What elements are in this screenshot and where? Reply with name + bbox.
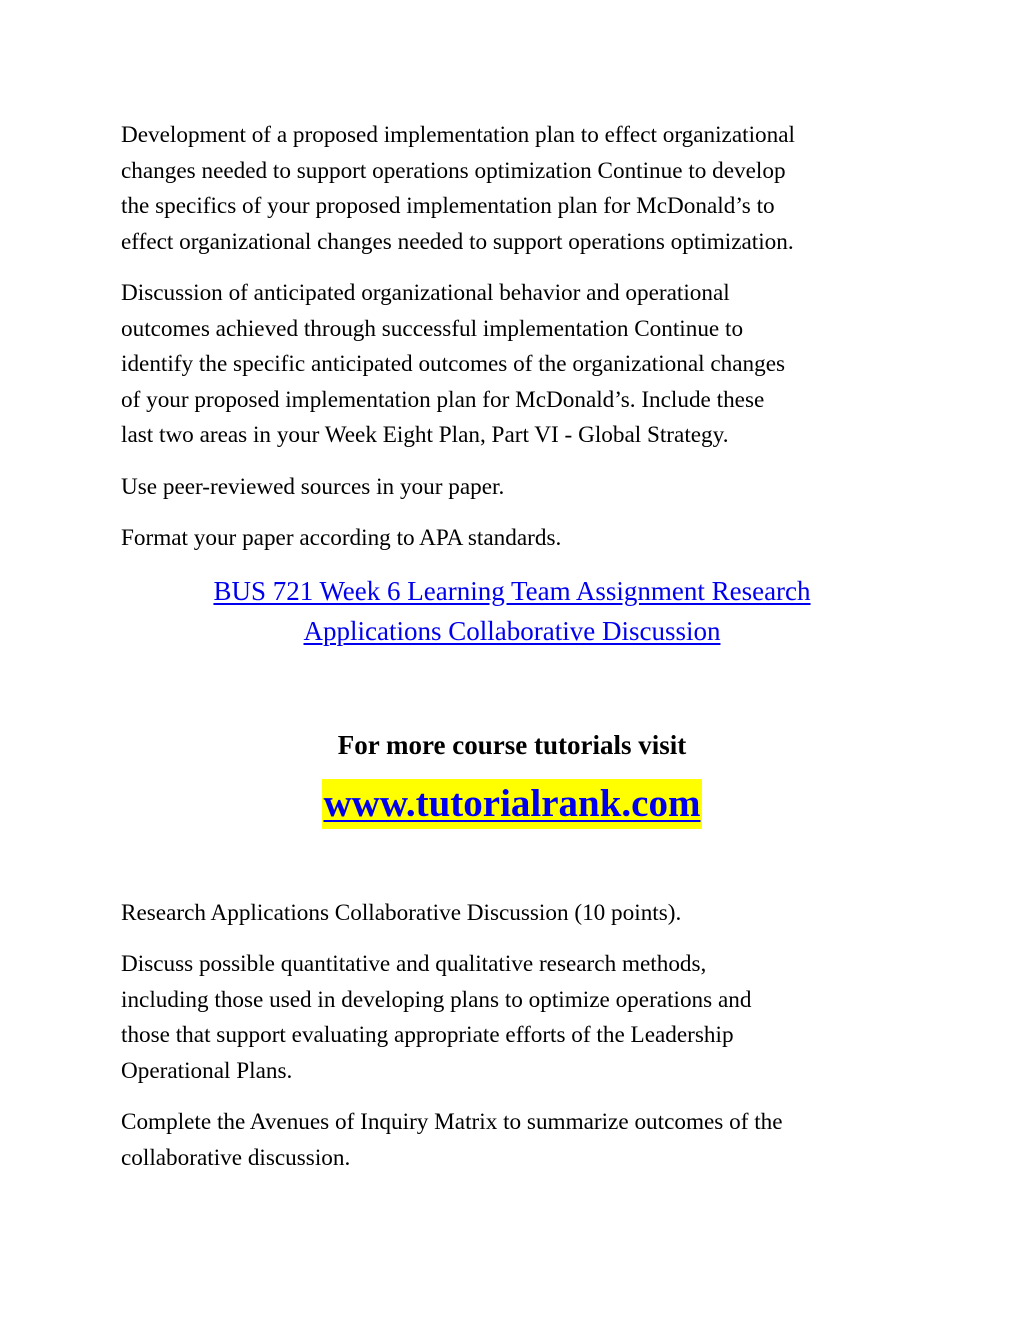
paragraph-line: outcomes achieved through successful implementation Continue to [121,315,744,342]
paragraph-line: effect organizational changes needed to support operations optimization. [121,228,794,255]
paragraph-line: Use peer-reviewed sources in your paper. [121,473,505,500]
paragraph-line: Operational Plans. [121,1057,293,1084]
paragraph-line: Discussion of anticipated organizational behavior and operational [121,280,730,306]
paragraph-research-methods [121,947,911,1089]
paragraph-implementation-plan [121,118,911,260]
research-section [121,896,911,1177]
paragraph-line: the specifics of your proposed implementation plan for McDonald’s to [121,193,775,219]
paragraph-line: Discuss possible quantitative and qualitative research methods, [121,951,707,977]
course-title-link[interactable] [107,571,917,651]
course-link-line: BUS 721 Week 6 Learning Team Assignment Research [213,575,811,606]
paragraph-research-title [121,896,911,932]
promo-url-highlight [322,779,703,829]
paragraph-peer-reviewed [121,470,911,506]
paragraph-line: Complete the Avenues of Inquiry Matrix to summarize outcomes of the [121,1109,783,1135]
promo-url-wrap [107,779,917,829]
course-link-line: Applications Collaborative Discussion [303,615,721,646]
paragraph-line: identify the specific anticipated outcomes of the organizational changes [121,351,786,377]
document-page [121,118,911,1192]
paragraph-line: Research Applications Collaborative Discussion (10 points). [121,899,682,926]
tutorial-site-link[interactable]: www.tutorialrank.com [323,781,701,825]
promo-heading: For more course tutorials visit [337,729,687,760]
paragraph-line: changes needed to support operations optimization Continue to develop [121,157,786,184]
paragraph-line: Development of a proposed implementation plan to effect organizational [121,122,795,148]
paragraph-apa-format [121,521,911,557]
paragraph-line: of your proposed implementation plan for McDonald’s. Include these [121,386,765,413]
paragraph-line: Format your paper according to APA standards. [121,525,562,551]
paragraph-line: those that support evaluating appropriate efforts of the Leadership [121,1022,734,1048]
course-link-block [107,571,917,651]
paragraph-inquiry-matrix [121,1105,911,1176]
paragraph-anticipated-outcomes [121,276,911,454]
paragraph-line: including those used in developing plans to optimize operations and [121,986,752,1013]
paragraph-line: last two areas in your Week Eight Plan, Part VI - Global Strategy. [121,422,729,448]
paragraph-line: collaborative discussion. [121,1144,351,1171]
